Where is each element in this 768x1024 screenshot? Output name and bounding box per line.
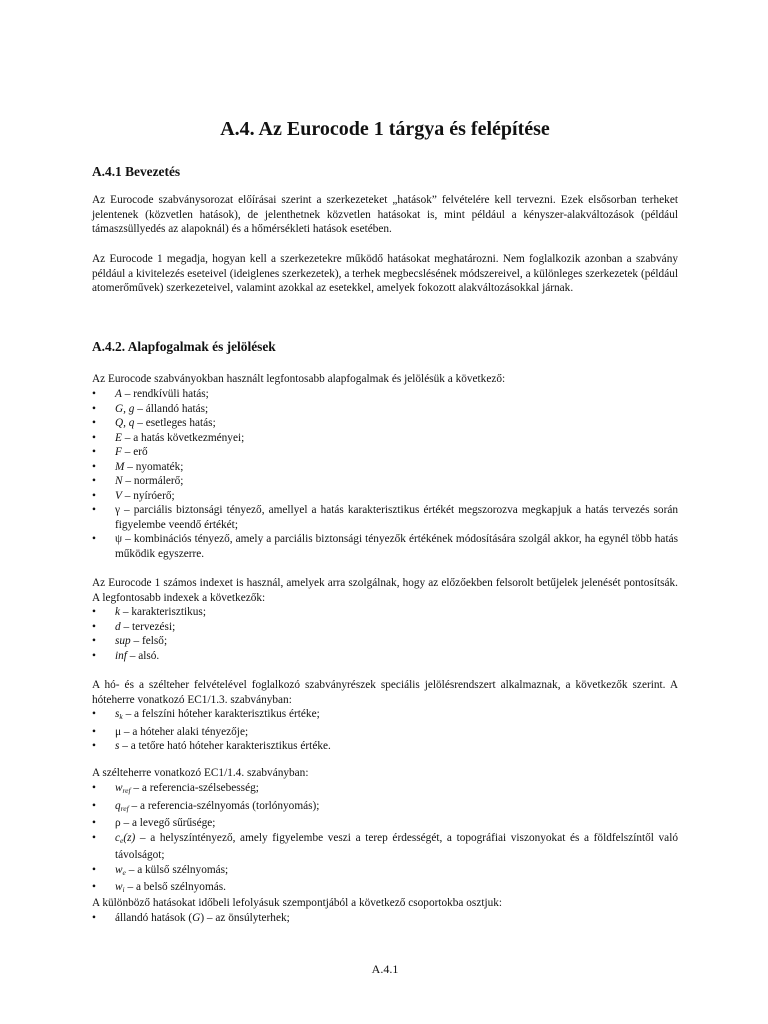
list-item [92,532,678,561]
list-item [92,831,678,863]
symbol-description: – a külső szélnyomás; [125,863,229,876]
bullet-icon: • [92,912,96,924]
bullet-icon: • [92,431,96,444]
bullet-icon: • [92,817,96,830]
list-item [92,489,678,504]
symbol-description: – alsó. [126,649,160,662]
list-item [92,402,678,417]
bullet-icon: • [92,417,96,430]
symbol: w [115,863,123,876]
page-title: A.4. Az Eurocode 1 tárgya és felépítése [220,118,550,140]
symbol: V [115,489,122,502]
paragraph-groups-intro: A különböző hatásokat időbeli lefolyásuk szempontjából a következő csoportokba osztjuk: [92,897,503,909]
list-item [92,799,678,817]
paragraph-symbols-intro: Az Eurocode szabványokban használt legfontosabb alapfogalmak és jelölésük a következő: [92,373,506,385]
list-item [92,620,678,635]
section-heading-bevezetes: A.4.1 Bevezetés [92,164,181,179]
list-item [92,739,678,754]
paragraph-scope: Az Eurocode 1 megadja, hogyan kell a szerkezetekre működő hatásokat meghatározni. Nem foglalkozik azonban a szabvány például a kivitelezés eseteivel (ideiglenes szerkezetek), a terhek megbecslésének módszereivel, a különleges szerkezetek (például atomerőművek) szerkezeteivel, valamint azokkal az esetekkel, amelyek fokozott alakváltozásokkal járnak. [92,253,678,295]
symbol: N [115,475,123,488]
symbol-description: – normálerő; [122,475,184,488]
bullet-icon: • [92,533,96,546]
symbol-description: – állandó hatás; [134,402,209,415]
symbol: k [115,606,121,618]
symbol-subscript: ref [122,786,131,795]
list-item [92,649,678,664]
symbol: inf [115,649,127,662]
symbol: q [115,799,121,812]
symbol-description: – parciális biztonsági tényező, amellyel a hatás karakterisztikus értékét megszorozva megkapjuk a hatás tervezés során figyelembe veendő értékét; [115,504,678,531]
bullet-icon: • [92,475,96,488]
bullet-icon: • [92,388,96,400]
symbol-description: – a felszíni hóteher karakterisztikus értéke; [122,708,320,720]
symbol-description: – erő [121,446,148,459]
list-item [92,816,678,831]
bullet-icon: • [92,635,96,648]
symbol-description: – a tetőre ható hóteher karakterisztikus értéke. [119,740,331,753]
list-item [92,431,678,446]
symbol-description: – nyíróerő; [121,489,175,502]
section-heading-alapfogalmak: A.4.2. Alapfogalmak és jelölések [92,339,276,354]
bullet-icon: • [92,863,96,876]
symbol-description: – a belső szélnyomás. [124,881,226,894]
symbol-description: – a hatás következményei; [121,431,245,444]
page-number: A.4.1 [371,962,399,976]
list-item [92,460,678,475]
list-item [92,445,678,460]
list-item [92,474,678,489]
symbol-subscript: ref [120,803,129,813]
groups-list [92,911,678,926]
symbol: A [115,388,122,400]
symbol: F [115,446,122,459]
list-item [92,605,678,620]
list-item [92,416,678,431]
bullet-icon: • [92,799,96,812]
list-item [92,781,678,799]
symbol: Q, q [115,417,135,430]
symbol: μ [115,725,122,738]
symbol-description: – rendkívüli hatás; [121,388,209,400]
bullet-icon: • [92,725,96,738]
symbol-description: – karakterisztikus; [120,606,206,618]
symbol-description: – tervezési; [120,620,176,633]
group-prefix: állandó hatások ( [115,912,193,924]
index-list [92,605,678,663]
paragraph-wind-intro: A szélteherre vonatkozó EC1/1.4. szabványban: [92,767,309,779]
symbol-description: – a helyszíntényező, amely figyelembe veszi a terep érdességét, a topográfiai viszonyokat és a földfelszíntől való távolságot; [115,831,678,862]
list-item [92,387,678,402]
symbol: ρ [115,817,121,830]
symbol-description: – a referencia-szélnyomás (torlónyomás); [128,799,320,812]
symbol: G, g [115,402,135,415]
snow-symbol-list [92,707,678,754]
symbol: s [115,740,120,753]
symbol: d [115,620,121,633]
symbol: sup [115,635,131,648]
bullet-icon: • [92,606,96,618]
list-item [92,911,678,926]
symbol: G [192,912,201,924]
symbol: γ [115,504,120,517]
symbol-description: ) – az önsúlyterhek; [200,912,290,924]
bullet-icon: • [92,460,96,473]
bullet-icon: • [92,446,96,459]
symbol-description: – felső; [130,635,168,648]
symbol-description: – kombinációs tényező, amely a parciális biztonsági tényezők értékének módosítására szolgál akkor, ha egynél több hatás működik egyszerre. [115,533,678,561]
symbol-description: – a referencia-szélsebesség; [130,782,259,794]
bullet-icon: • [92,504,96,517]
symbol-description: – esetleges hatás; [134,417,216,430]
symbol-description: – a hóteher alaki tényezője; [121,725,249,738]
list-item [92,707,678,725]
list-item [92,503,678,532]
wind-symbol-list [92,781,678,898]
bullet-icon: • [92,620,96,633]
bullet-icon: • [92,489,96,502]
symbol: ψ [115,533,123,546]
symbol-argument: (z) [123,831,136,844]
symbol-subscript: e [120,835,124,845]
symbol: E [115,431,122,444]
bullet-icon: • [92,649,96,662]
bullet-icon: • [92,782,96,794]
symbol-description: – a levegő sűrűsége; [120,817,216,830]
bullet-icon: • [92,881,96,894]
paragraph-snow-intro: A hó- és a szélteher felvételével foglalkozó szabványrészek speciális jelölésrendszert alkalmaznak, a következők szerint. A hóteherre vonatkozó EC1/1.3. szabványban: [92,679,678,706]
symbol-subscript: e [122,867,126,877]
symbol-subscript: k [119,712,123,721]
list-item [92,634,678,649]
bullet-icon: • [92,831,96,844]
symbol: s [115,708,120,720]
symbol: w [115,782,123,794]
list-item [92,725,678,740]
symbol-subscript: i [122,885,125,895]
symbol: M [115,460,125,473]
symbol: w [115,881,123,894]
symbol-list [92,387,678,562]
paragraph-index-intro: Az Eurocode 1 számos indexet is használ, amelyek arra szolgálnak, hogy az előzőekben felsorolt betűjelek jelenését pontosítsák. A legfontosabb indexek a következők: [92,577,678,604]
bullet-icon: • [92,708,96,720]
bullet-icon: • [92,402,96,415]
paragraph-intro: Az Eurocode szabványsorozat előírásai szerint a szerkezeteket „hatások” felvételére kell tervezni. Ezek elsősorban terheket jelentenek (közvetlen hatások), de jelenthetnek közvetlen hatásokat is, mint például a kényszer-alakváltozások (például támaszsüllyedés az alapoknál) és a hőmérsékleti hatások esetében. [92,194,678,236]
list-item [92,863,678,881]
symbol: c [115,831,121,844]
bullet-icon: • [92,740,96,753]
symbol-description: – nyomaték; [124,460,184,473]
